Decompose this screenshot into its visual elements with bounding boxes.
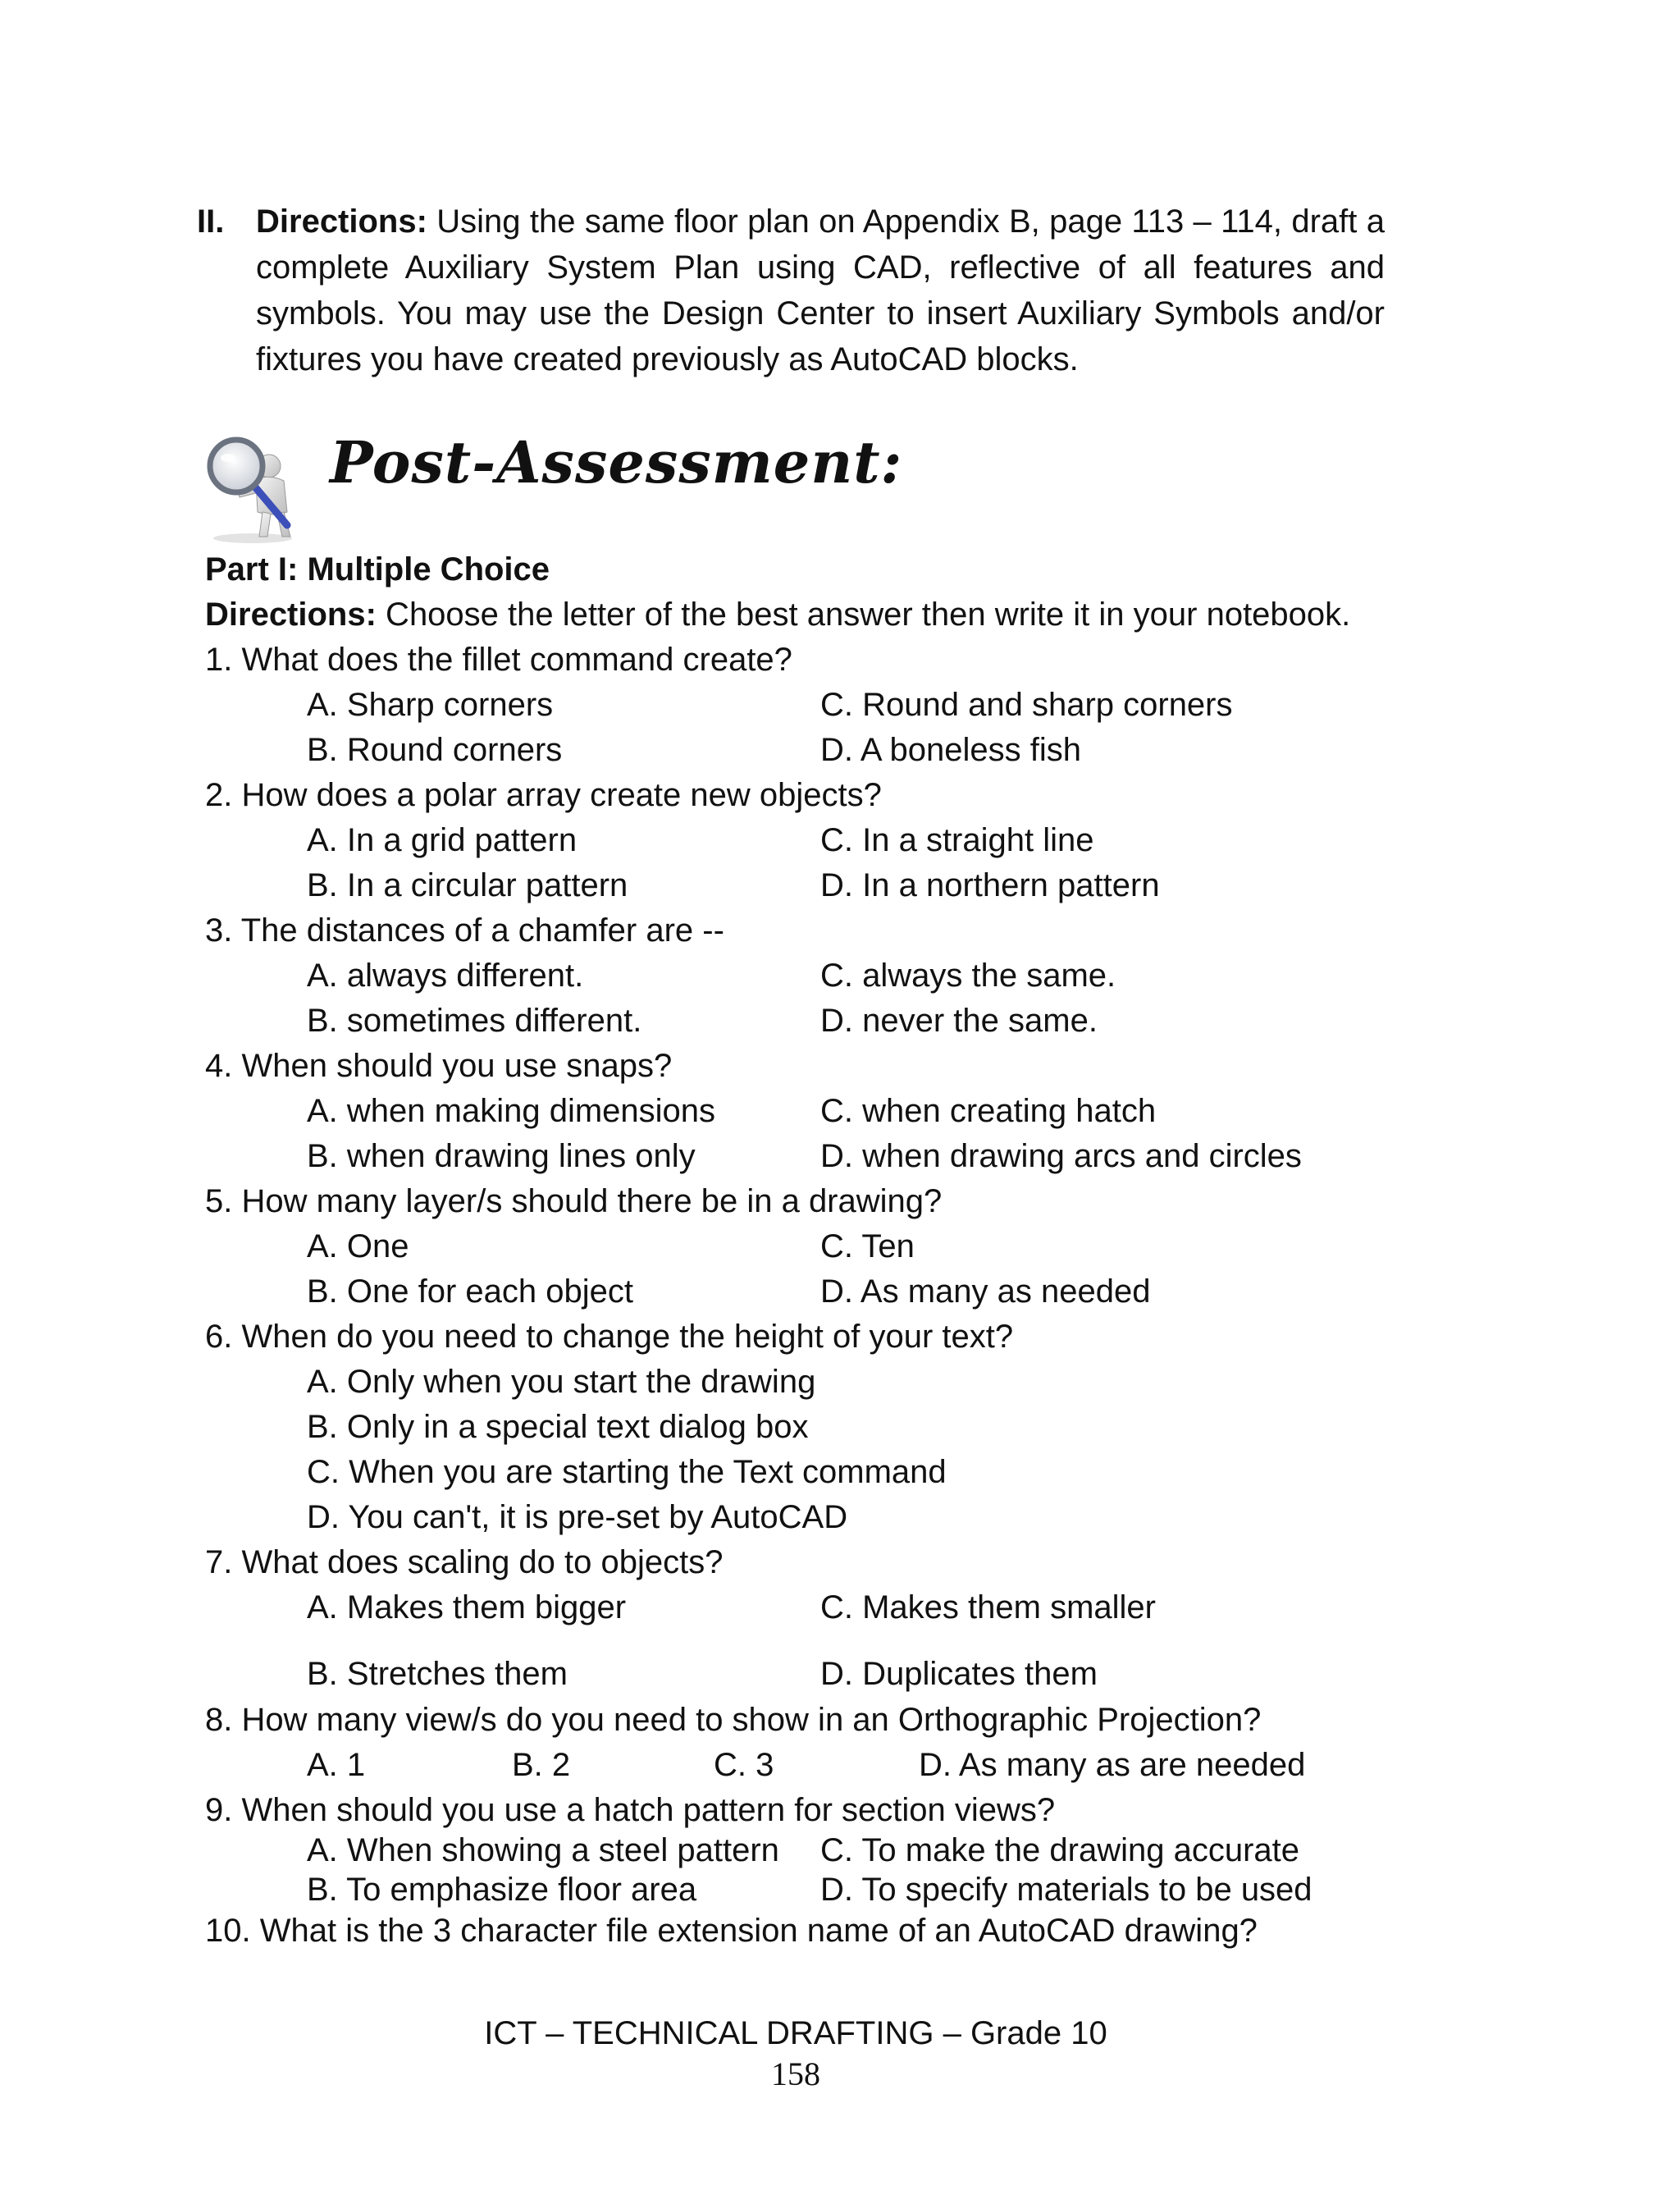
option-d: D. never the same. xyxy=(820,1003,1098,1039)
options-row xyxy=(205,818,1385,863)
question-3: 3. The distances of a chamfer are -- xyxy=(205,912,724,949)
option-b: B. In a circular pattern xyxy=(307,867,628,903)
question-9: 9. When should you use a hatch pattern for section views? xyxy=(205,1792,1056,1828)
option-a: A. when making dimensions xyxy=(307,1093,716,1129)
option-c: C. Makes them smaller xyxy=(820,1589,1156,1625)
option-a: A. 1 xyxy=(307,1747,366,1783)
option-b: B. One for each object xyxy=(307,1273,634,1310)
section-2-directions xyxy=(197,199,1385,382)
magnifier-person-icon xyxy=(205,433,312,544)
options-row xyxy=(205,1871,1385,1909)
options-row xyxy=(205,1743,1385,1788)
multiple-choice-section xyxy=(205,547,1385,1954)
option-d: D. To specify materials to be used xyxy=(820,1872,1312,1908)
option-c: C. 3 xyxy=(714,1747,774,1783)
directions-label: Directions: xyxy=(256,203,427,240)
option-c: C. To make the drawing accurate xyxy=(820,1832,1300,1868)
option-d: D. A boneless fish xyxy=(820,732,1081,768)
option-b: B. sometimes different. xyxy=(307,1003,642,1039)
part-title: Part I: Multiple Choice xyxy=(205,551,550,588)
option-b: B. Only in a special text dialog box xyxy=(307,1409,809,1445)
option-d: D. Duplicates them xyxy=(820,1656,1098,1692)
question-6: 6. When do you need to change the height of your text? xyxy=(205,1319,1014,1355)
part-directions xyxy=(205,592,1385,638)
option-c: C. When you are starting the Text command xyxy=(307,1454,947,1490)
option-c: C. when creating hatch xyxy=(820,1093,1157,1129)
option-d: D. In a northern pattern xyxy=(820,867,1160,903)
option-c: C. Ten xyxy=(820,1228,915,1264)
question-1: 1. What does the fillet command create? xyxy=(205,642,792,678)
directions-text: Using the same floor plan on Appendix B, page 113 – 114, draft a complete Auxiliary System Plan using CAD, reflective of all features and symbols. You may use the Design Center to insert Auxiliary Symbols and/or fixtures you have created previously as AutoCAD blocks. xyxy=(256,203,1385,377)
option-d: D. You can't, it is pre-set by AutoCAD xyxy=(307,1499,848,1535)
question-10: 10. What is the 3 character file extension name of an AutoCAD drawing? xyxy=(205,1913,1258,1949)
section-number: II. xyxy=(197,203,225,240)
options-row xyxy=(205,1630,1385,1698)
options-row xyxy=(205,1224,1385,1269)
options-row xyxy=(205,683,1385,728)
part-directions-text: Choose the letter of the best answer then write it in your notebook. xyxy=(376,597,1351,633)
option-a: A. always different. xyxy=(307,958,584,994)
option-b: B. Round corners xyxy=(307,732,563,768)
question-4: 4. When should you use snaps? xyxy=(205,1048,673,1084)
options-row xyxy=(205,728,1385,773)
option-b: B. Stretches them xyxy=(307,1656,568,1692)
options-row xyxy=(205,1833,1385,1871)
post-assessment-title: Post-Assessment: xyxy=(330,428,903,496)
page-footer: ICT – TECHNICAL DRAFTING – Grade 10 xyxy=(484,2015,1107,2051)
option-b: B. To emphasize floor area xyxy=(307,1872,697,1908)
option-d: D. As many as are needed xyxy=(919,1747,1306,1783)
question-7: 7. What does scaling do to objects? xyxy=(205,1544,724,1580)
options-row xyxy=(205,999,1385,1044)
option-b: B. 2 xyxy=(512,1747,571,1783)
options-row xyxy=(205,863,1385,908)
option-a: A. In a grid pattern xyxy=(307,822,578,858)
options-row xyxy=(205,1269,1385,1314)
option-c: C. Round and sharp corners xyxy=(820,687,1233,723)
question-2: 2. How does a polar array create new objects? xyxy=(205,777,882,813)
option-a: A. Sharp corners xyxy=(307,687,554,723)
question-8: 8. How many view/s do you need to show in an Orthographic Projection? xyxy=(205,1702,1262,1738)
options-row xyxy=(205,1585,1385,1630)
option-c: C. always the same. xyxy=(820,958,1116,994)
option-a: A. Only when you start the drawing xyxy=(307,1364,816,1400)
option-c: C. In a straight line xyxy=(820,822,1094,858)
option-a: A. When showing a steel pattern xyxy=(307,1832,779,1868)
option-d: D. As many as needed xyxy=(820,1273,1151,1310)
options-row xyxy=(205,953,1385,999)
option-d: D. when drawing arcs and circles xyxy=(820,1138,1302,1174)
option-a: A. Makes them bigger xyxy=(307,1589,627,1625)
part-directions-label: Directions: xyxy=(205,597,377,633)
options-row xyxy=(205,1089,1385,1134)
option-a: A. One xyxy=(307,1228,409,1264)
page-number: 158 xyxy=(771,2055,820,2092)
section-2-paragraph xyxy=(256,199,1385,382)
options-row xyxy=(205,1134,1385,1179)
question-5: 5. How many layer/s should there be in a drawing? xyxy=(205,1183,943,1219)
option-b: B. when drawing lines only xyxy=(307,1138,696,1174)
